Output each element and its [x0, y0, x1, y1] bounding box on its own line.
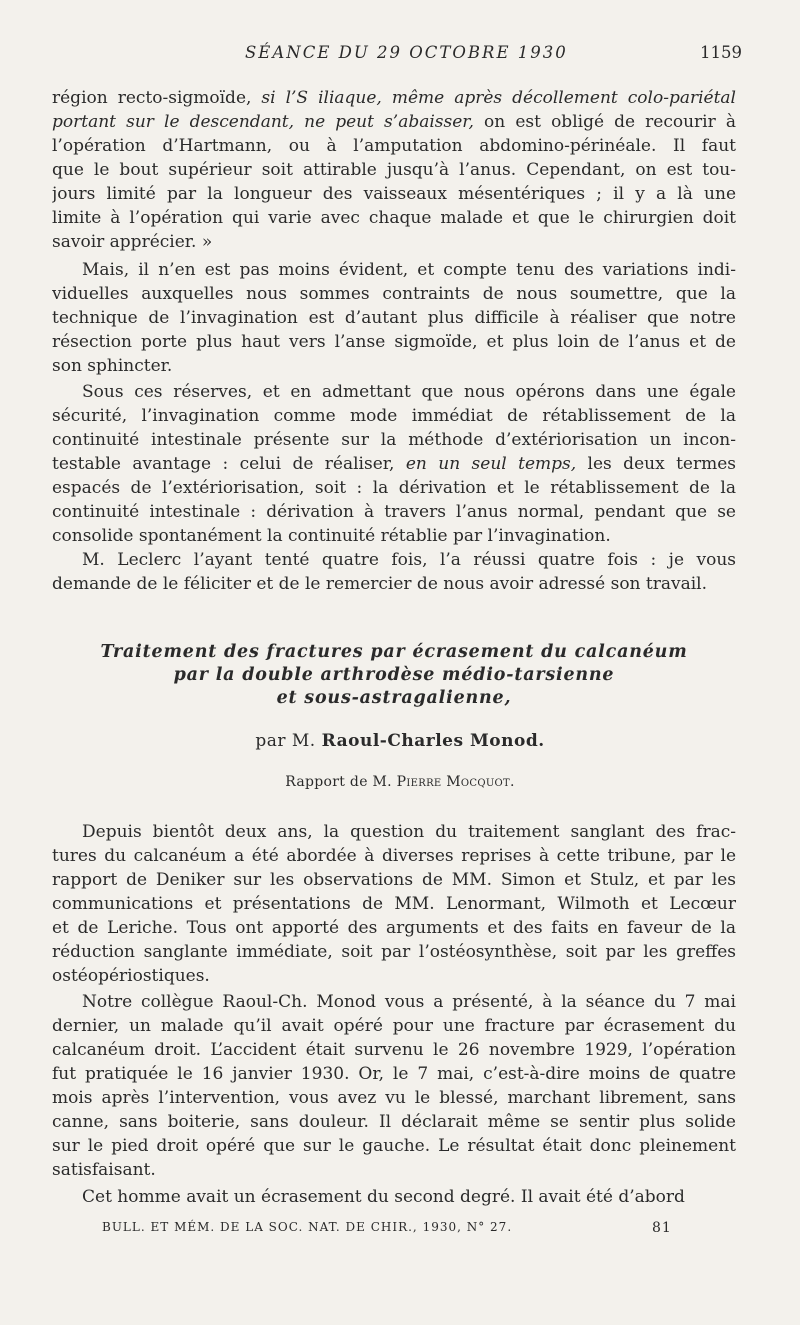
- paragraph-quote-end: [52, 86, 736, 254]
- article-author: [0, 731, 800, 751]
- text-segment: en un seul temps,: [405, 454, 577, 474]
- paragraph-monod-case: [52, 990, 736, 1182]
- text-line: [52, 110, 736, 134]
- text-line: communications et présentations de MM. Lenormant, Wilmoth et Lecœur: [52, 894, 736, 914]
- text-line: [52, 158, 736, 182]
- text-segment: savoir apprécier. »: [52, 232, 213, 252]
- text-line: et de Leriche. Tous ont apporté des arguments et des faits en faveur de la: [52, 918, 736, 938]
- text-line: Cet homme avait un écrasement du second degré. Il avait été d’abord: [82, 1187, 685, 1207]
- text-segment: continuité intestinale : dérivation à travers l’anus normal, pendant que se: [52, 502, 736, 522]
- text-line: résection porte plus haut vers l’anse sigmoïde, et plus loin de l’anus et de: [52, 332, 736, 352]
- title-line: et sous-astragalienne,: [276, 688, 512, 708]
- paragraph-second-degree: [52, 1185, 736, 1209]
- text-segment: sécurité, l’invagination comme mode immédiat de rétablissement de la: [52, 406, 736, 426]
- text-segment: consolide spontanément la continuité rétablie par l’invagination.: [52, 526, 611, 546]
- text-line: [52, 452, 736, 476]
- text-line: [52, 476, 736, 500]
- text-segment: espacés de l’extériorisation, soit : la dérivation et le rétablissement de la: [52, 478, 736, 498]
- text-line: rapport de Deniker sur les observations de MM. Simon et Stulz, et par les: [52, 870, 736, 890]
- paragraph-reserves: [52, 380, 736, 548]
- text-segment: que le bout supérieur soit attirable jusqu’à l’anus. Cependant, on est tou-: [52, 160, 736, 180]
- bulletin-reference: BULL. ET MÉM. DE LA SOC. NAT. DE CHIR., 1930, N° 27.: [102, 1220, 513, 1234]
- paragraph-leclerc: [52, 548, 736, 596]
- text-line: réduction sanglante immédiate, soit par l’ostéosynthèse, soit par les greffes: [52, 942, 736, 962]
- text-segment: jours limité par la longueur des vaisseaux mésentériques ; il y a là une: [52, 184, 736, 204]
- text-segment: continuité intestinale présente sur la méthode d’extériorisation un incon-: [52, 430, 736, 450]
- text-segment: l’opération d’Hartmann, ou à l’amputation abdomino-périnéale. Il faut: [52, 136, 736, 156]
- signature-number: 81: [652, 1220, 672, 1236]
- article-title: [52, 641, 736, 710]
- text-line: sur le pied droit opéré que sur le gauche. Le résultat était donc pleinement: [52, 1136, 736, 1156]
- report-author: Pierre Mocquot.: [396, 774, 515, 790]
- text-line: Depuis bientôt deux ans, la question du traitement sanglant des frac-: [82, 822, 736, 842]
- title-line: Traitement des fractures par écrasement du calcanéum: [100, 642, 688, 662]
- running-title: SÉANCE DU 29 OCTOBRE 1930: [245, 43, 568, 62]
- text-line: [52, 524, 736, 548]
- text-line: Notre collègue Raoul-Ch. Monod vous a présenté, à la séance du 7 mai: [82, 992, 736, 1012]
- text-line: Mais, il n’en est pas moins évident, et compte tenu des variations indi-: [82, 260, 736, 280]
- author-name: Raoul-Charles Monod.: [321, 731, 545, 751]
- text-line: son sphincter.: [52, 356, 173, 376]
- text-segment: limite à l’opération qui varie avec chaque malade et que le chirurgien doit: [52, 208, 736, 228]
- text-segment: Sous ces réserves, et en admettant que nous opérons dans une égale: [82, 382, 736, 402]
- text-segment: testable avantage : celui de réaliser,: [52, 454, 406, 474]
- text-line: mois après l’intervention, vous avez vu le blessé, marchant librement, sans: [52, 1088, 736, 1108]
- text-line: tures du calcanéum a été abordée à diverses reprises à cette tribune, par le: [52, 846, 736, 866]
- text-line: [52, 380, 736, 404]
- text-segment: les deux termes: [576, 454, 736, 474]
- text-line: [52, 134, 736, 158]
- text-line: viduelles auxquelles nous sommes contraints de nous soumettre, que la: [52, 284, 736, 304]
- text-line: [52, 206, 736, 230]
- text-line: demande de le féliciter et de le remercier de nous avoir adressé son travail.: [52, 574, 708, 594]
- text-line: M. Leclerc l’ayant tenté quatre fois, l’a réussi quatre fois : je vous: [82, 550, 736, 570]
- text-line: dernier, un malade qu’il avait opéré pour une fracture par écrasement du: [52, 1016, 736, 1036]
- text-line: fut pratiquée le 16 janvier 1930. Or, le 7 mai, c’est-à-dire moins de quatre: [52, 1064, 736, 1084]
- text-segment: portant sur le descendant, ne peut s’abaisser,: [52, 112, 474, 132]
- text-line: [52, 428, 736, 452]
- author-prefix: par M.: [255, 731, 322, 751]
- text-line: [52, 404, 736, 428]
- text-segment: région recto-sigmoïde,: [52, 88, 262, 108]
- paragraph-calcaneum-history: [52, 820, 736, 988]
- text-segment: on est obligé de recourir à: [473, 112, 736, 132]
- text-line: [52, 230, 736, 254]
- paragraph-invagination-difficulty: [52, 258, 736, 378]
- report-line: [0, 774, 800, 790]
- text-line: [52, 500, 736, 524]
- title-line: par la double arthrodèse médio-tarsienne: [173, 665, 615, 685]
- text-segment: si l’S iliaque, même après décollement colo-pariétal: [261, 88, 736, 108]
- report-prefix: Rapport de M.: [285, 774, 397, 790]
- text-line: ostéopériostiques.: [52, 966, 210, 986]
- text-line: technique de l’invagination est d’autant plus difficile à réaliser que notre: [52, 308, 736, 328]
- page-number: 1159: [700, 43, 742, 62]
- text-line: [52, 86, 736, 110]
- text-line: calcanéum droit. L’accident était survenu le 26 novembre 1929, l’opération: [52, 1040, 736, 1060]
- text-line: satisfaisant.: [52, 1160, 156, 1180]
- text-line: canne, sans boiterie, sans douleur. Il déclarait même se sentir plus solide: [52, 1112, 736, 1132]
- text-line: [52, 182, 736, 206]
